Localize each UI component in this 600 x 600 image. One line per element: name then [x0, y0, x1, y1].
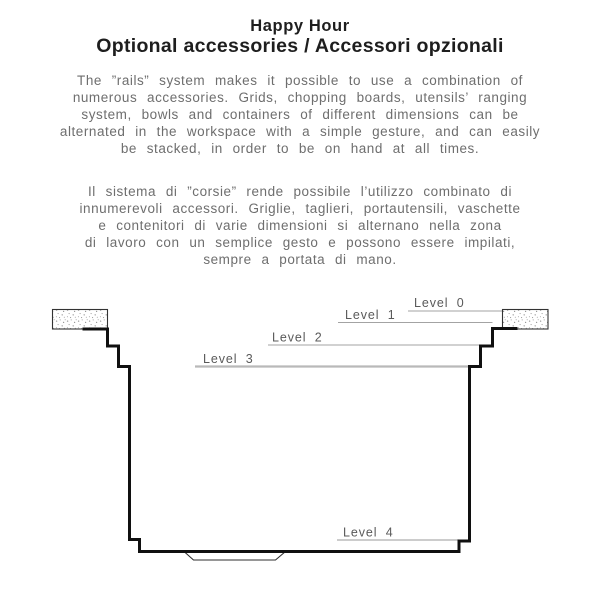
page-title: Happy Hour: [250, 17, 350, 35]
intro-en-line: be stacked, in order to be on hand at all times.: [120, 141, 480, 156]
intro-it-line: di lavoro con un semplice gesto e possono essere impilati,: [84, 235, 516, 250]
page-subtitle: Optional accessories / Accessori opzionali: [96, 35, 504, 57]
intro-en-line: numerous accessories. Grids, chopping boards, utensils’ ranging: [72, 90, 528, 105]
intro-en-line: system, bowls and containers of different dimensions can be: [81, 107, 519, 122]
intro-it-line: innumerevoli accessori. Griglie, taglieri, portautensili, vaschette: [79, 201, 521, 216]
intro-it-line: sempre a portata di mano.: [203, 252, 397, 267]
intro-it-line: Il sistema di ”corsie” rende possibile l’utilizzo combinato di: [88, 184, 512, 199]
level-2-label: Level 2: [272, 330, 323, 345]
level-0-label: Level 0: [414, 296, 465, 310]
level-3-label: Level 3: [203, 352, 254, 366]
intro-en-line: The ”rails” system makes it possible to use a combination of: [77, 73, 523, 88]
countertop-right: [503, 310, 549, 330]
countertop-left: [53, 310, 108, 330]
level-4-label: Level 4: [343, 525, 394, 540]
level-1-label: Level 1: [345, 308, 396, 322]
intro-it-line: e contenitori di varie dimensioni si alternano nella zona: [98, 218, 502, 233]
sink-profile-path: [84, 329, 516, 552]
intro-en-line: alternated in the workspace with a simple gesture, and can easily: [59, 124, 541, 139]
